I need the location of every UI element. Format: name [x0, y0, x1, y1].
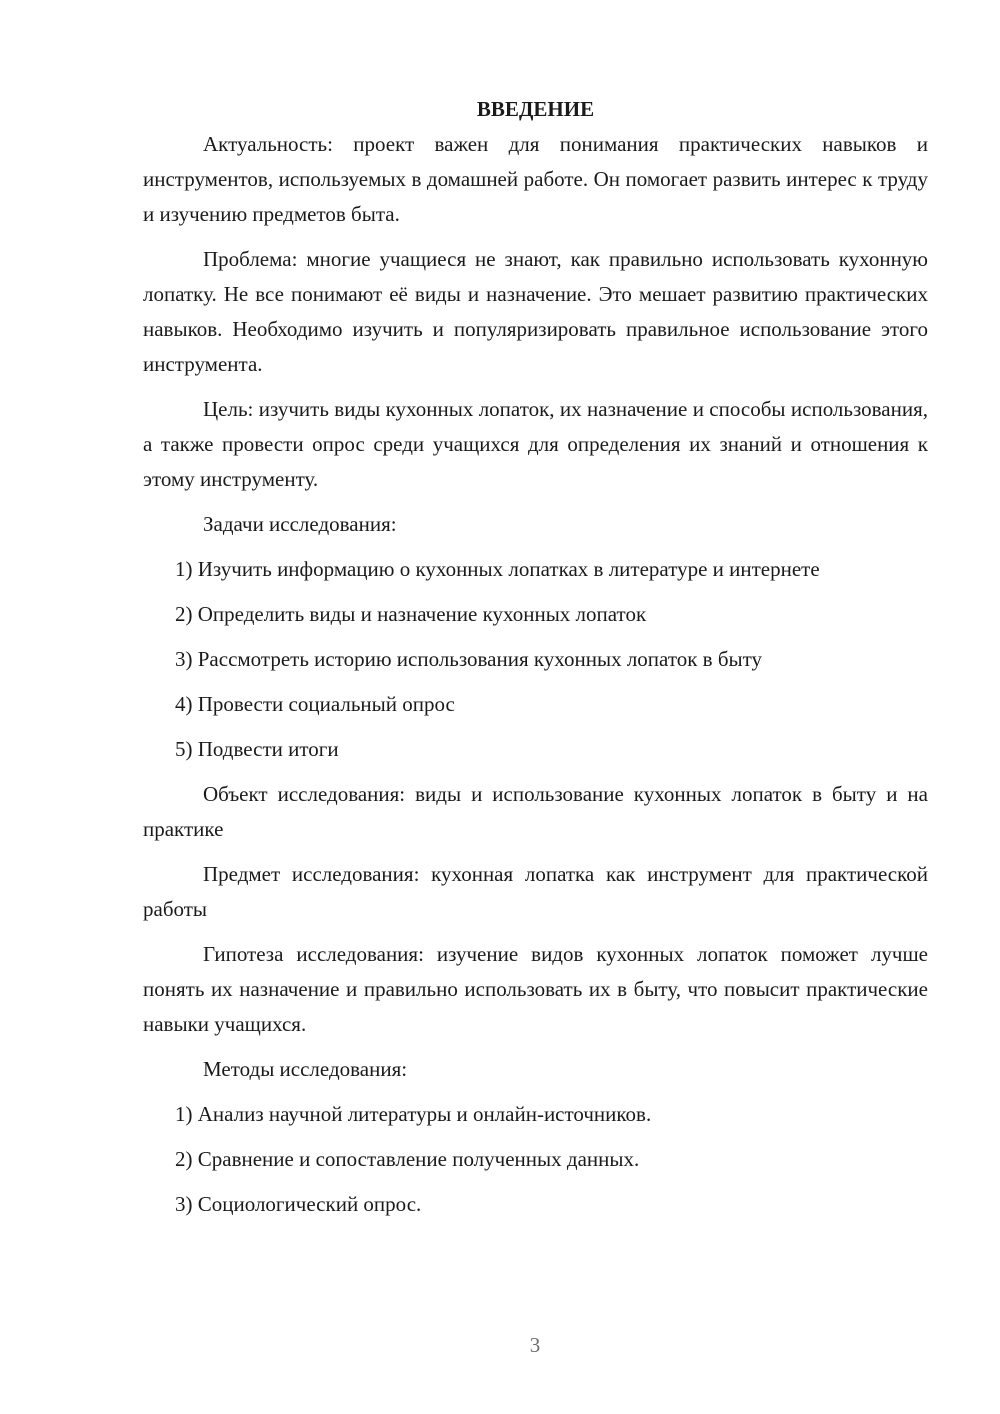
method-item-1: 1) Анализ научной литературы и онлайн-источников.	[175, 1102, 652, 1126]
task-item-5: 5) Подвести итоги	[175, 737, 339, 761]
hypothesis-paragraph: Гипотеза исследования: изучение видов кухонных лопаток поможет лучше понять их назначение и правильно использовать их в быту, что повысит практические навыки учащихся.	[143, 942, 928, 1036]
task-item-3: 3) Рассмотреть историю использования кухонных лопаток в быту	[175, 647, 763, 671]
goal-paragraph: Цель: изучить виды кухонных лопаток, их назначение и способы использования, а также провести опрос среди учащихся для определения их знаний и отношения к этому инструменту.	[143, 397, 928, 491]
relevance-paragraph: Актуальность: проект важен для понимания практических навыков и инструментов, используемых в домашней работе. Он помогает развить интерес к труду и изучению предметов быта.	[143, 132, 928, 226]
page-number: 3	[529, 1333, 541, 1357]
section-title: ВВЕДЕНИЕ	[476, 97, 595, 121]
method-item-3: 3) Социологический опрос.	[175, 1192, 422, 1216]
task-item-1: 1) Изучить информацию о кухонных лопатках в литературе и интернете	[175, 557, 820, 581]
problem-paragraph: Проблема: многие учащиеся не знают, как правильно использовать кухонную лопатку. Не все понимают её виды и назначение. Это мешает развитию практических навыков. Необходимо изучить и популяризировать правильное использование этого инструмента.	[143, 247, 928, 376]
task-item-2: 2) Определить виды и назначение кухонных лопаток	[175, 602, 647, 626]
task-item-4: 4) Провести социальный опрос	[175, 692, 455, 716]
subject-paragraph: Предмет исследования: кухонная лопатка как инструмент для практической работы	[143, 862, 928, 921]
tasks-heading: Задачи исследования:	[203, 512, 397, 536]
methods-heading: Методы исследования:	[203, 1057, 408, 1081]
method-item-2: 2) Сравнение и сопоставление полученных данных.	[175, 1147, 640, 1171]
object-paragraph: Объект исследования: виды и использование кухонных лопаток в быту и на практике	[143, 782, 928, 841]
document-page	[143, 92, 928, 1232]
